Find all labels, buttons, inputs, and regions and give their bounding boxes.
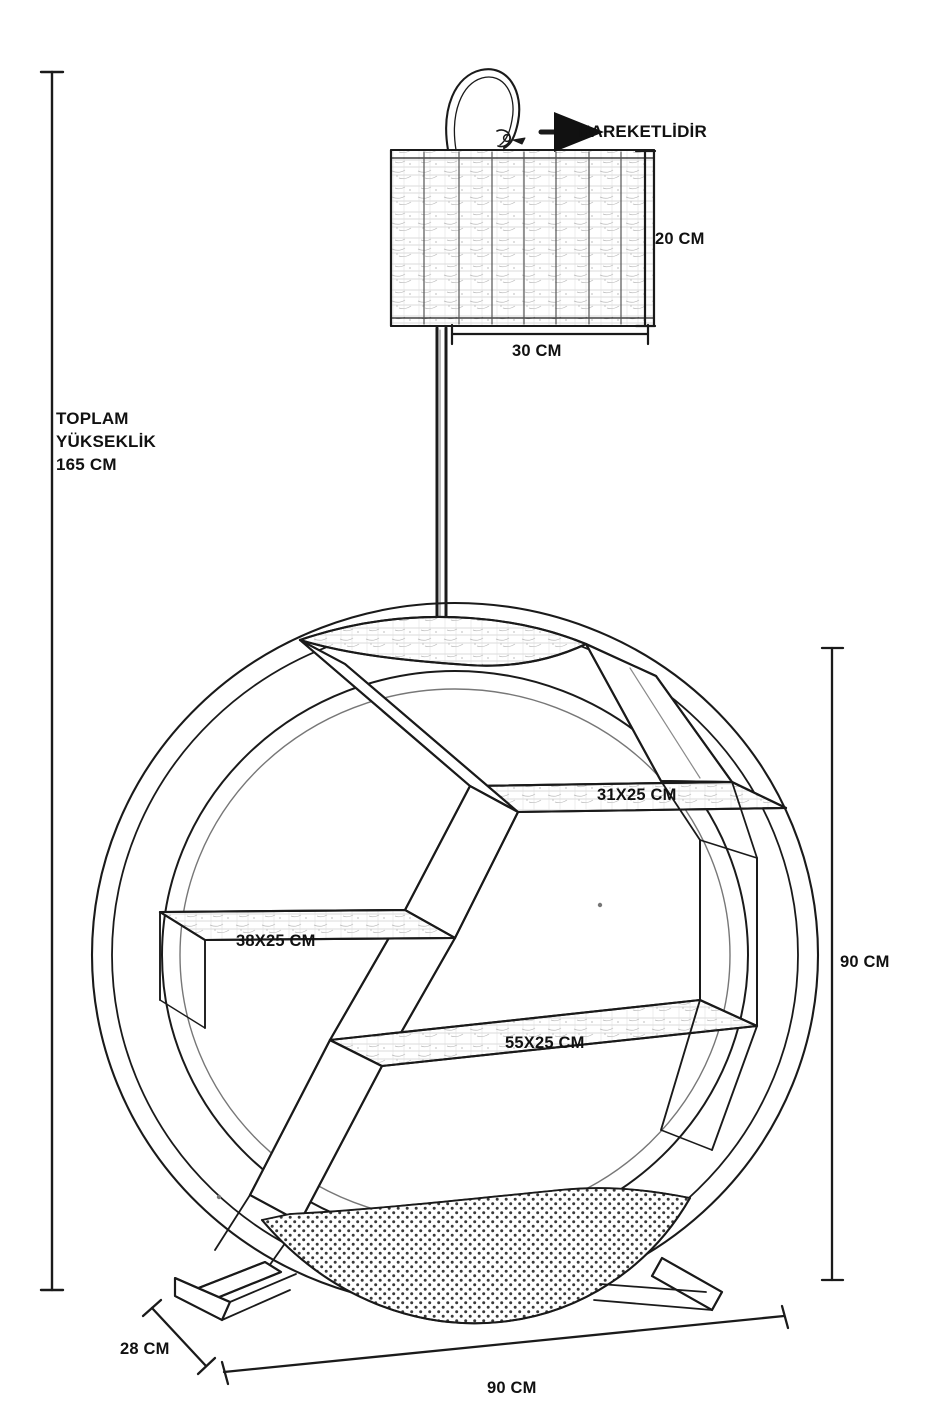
label-shelf-bottom: 55X25 CM [505, 1034, 585, 1052]
label-total-height-line3: 165 CM [56, 454, 117, 474]
lamp-arm-hook [446, 69, 525, 150]
label-shelf-middle: 38X25 CM [236, 932, 316, 950]
shelf-top-curved [300, 617, 586, 666]
frame-supports-right [661, 781, 757, 1150]
label-total-height-line1: TOPLAM [56, 409, 129, 428]
label-overall-height: 90 CM [840, 953, 890, 971]
label-depth: 28 CM [120, 1340, 170, 1358]
lamp-shade [391, 150, 654, 326]
lamp-pole [437, 328, 446, 640]
label-shade-width: 30 CM [512, 342, 562, 360]
label-overall-width: 90 CM [487, 1379, 537, 1397]
label-shelf-top: 31X25 CM [597, 786, 677, 804]
label-shade-height: 20 CM [655, 230, 705, 248]
dimension-line-total-height [41, 72, 63, 1290]
label-moving-part: HAREKETLİDİR [578, 122, 707, 141]
label-total-height [56, 408, 156, 477]
label-total-height-line2: YÜKSEKLİK [56, 431, 157, 451]
